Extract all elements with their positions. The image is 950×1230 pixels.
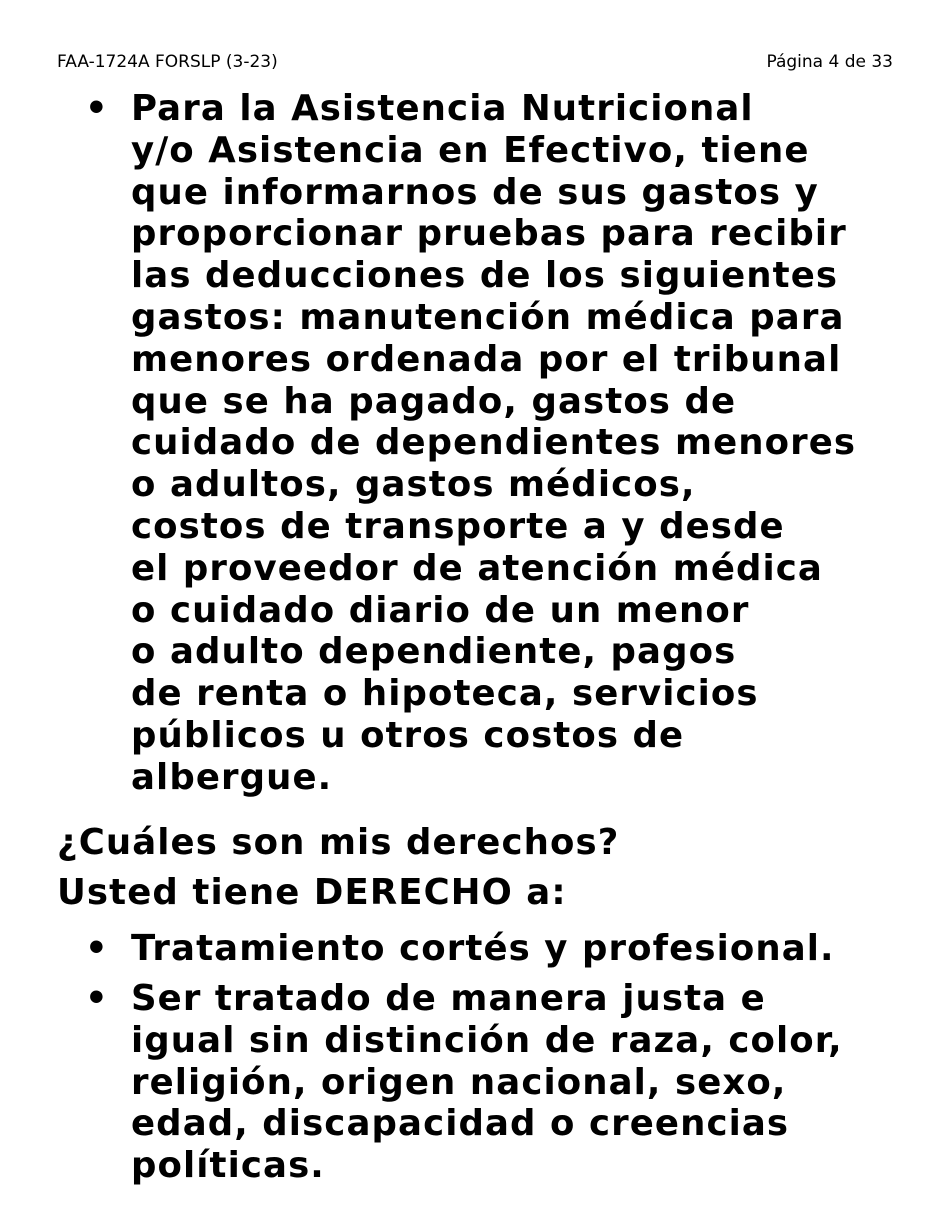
text-line: edad, discapacidad o creencias [131, 1103, 790, 1145]
document-body [57, 88, 907, 1187]
rights-item-text [131, 928, 907, 970]
text-line: costos de transporte a y desde [131, 505, 785, 547]
text-line: que informarnos de sus gastos y [131, 171, 819, 213]
rights-item-text [131, 978, 907, 1187]
rights-question-heading: ¿Cuáles son mis derechos? [57, 821, 620, 863]
page-header [57, 52, 893, 76]
rights-list [57, 928, 907, 1187]
text-line: o adulto dependiente, pagos [131, 631, 737, 673]
text-line: o cuidado diario de un menor [131, 589, 750, 631]
text-line: y/o Asistencia en Efectivo, tiene [131, 129, 810, 171]
text-line: cuidado de dependientes menores [131, 422, 857, 464]
text-line: gastos: manutención médica para [131, 296, 845, 338]
text-line: políticas. [131, 1145, 325, 1187]
expenses-list [57, 88, 907, 799]
rights-intro-heading: Usted tiene DERECHO a: [57, 872, 567, 914]
list-item-courteous-treatment [57, 928, 907, 970]
text-line: Para la Asistencia Nutricional [131, 88, 754, 129]
text-line: las deducciones de los siguientes [131, 255, 839, 297]
text-line: el proveedor de atención médica [131, 547, 823, 589]
text-line: o adultos, gastos médicos, [131, 464, 696, 506]
text-line: Ser tratado de manera justa e [131, 977, 766, 1019]
list-item-equal-treatment [57, 978, 907, 1187]
form-identifier: FAA-1724A FORSLP (3-23) [57, 52, 278, 72]
text-line: igual sin distinción de raza, color, [131, 1019, 843, 1061]
expenses-paragraph [131, 88, 907, 799]
text-line: que se ha pagado, gastos de [131, 380, 737, 422]
text-line: públicos u otros costos de [131, 714, 685, 756]
text-line: menores ordenada por el tribunal [131, 338, 842, 380]
list-item-expenses [57, 88, 907, 799]
text-line: Tratamiento cortés y profesional. [131, 928, 835, 970]
bullet-point: • [85, 977, 109, 1019]
text-line: proporcionar pruebas para recibir [131, 213, 847, 255]
bullet-point: • [85, 928, 109, 970]
text-line: religión, origen nacional, sexo, [131, 1061, 787, 1103]
text-line: albergue. [131, 756, 333, 798]
text-line: de renta o hipoteca, servicios [131, 673, 759, 715]
bullet-point: • [85, 88, 109, 129]
page-number: Página 4 de 33 [766, 52, 893, 72]
